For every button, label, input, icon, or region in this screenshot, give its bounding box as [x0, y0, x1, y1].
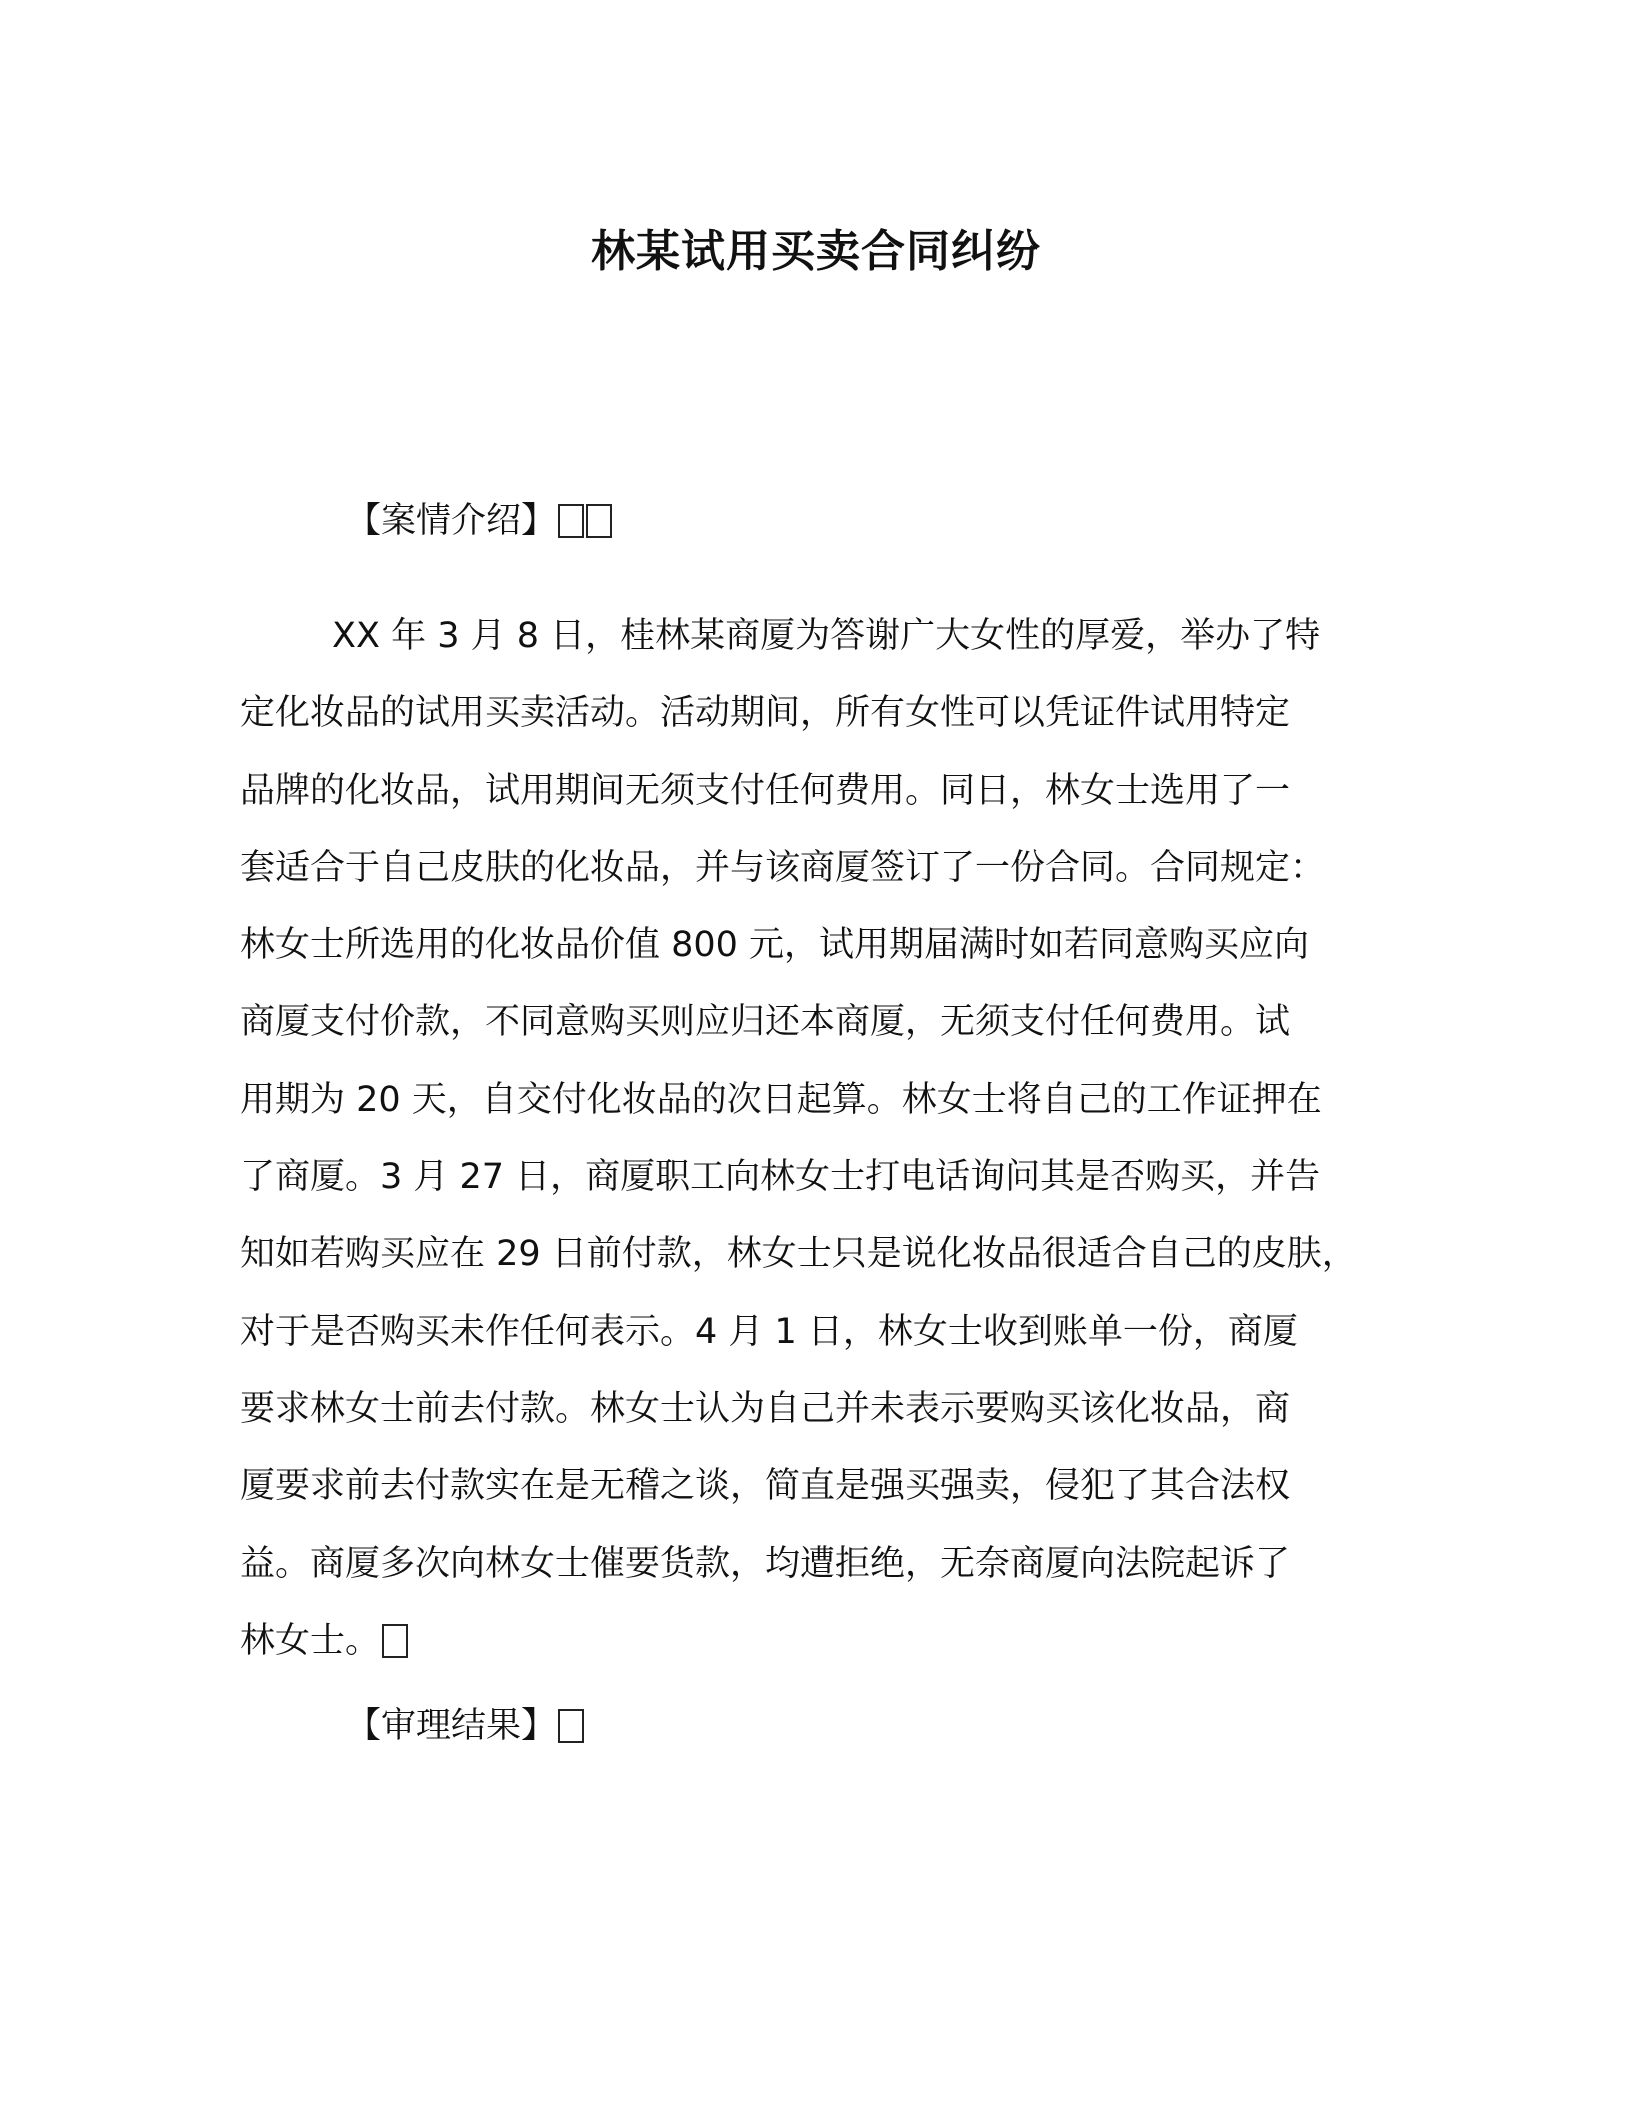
- paragraph-line: 品牌的化妆品，试用期间无须支付任何费用。同日，林女士选用了一: [240, 770, 1291, 811]
- missing-glyph-box-icon: [586, 504, 612, 538]
- section-heading-label: 【案情介绍】: [346, 501, 557, 541]
- missing-glyph-box-icon: [558, 1709, 584, 1743]
- section-heading-trial-result: [346, 1702, 584, 1750]
- missing-glyph-box-icon: [382, 1624, 408, 1658]
- paragraph-line-text: 林女士。: [240, 1620, 381, 1661]
- section-heading-label: 【审理结果】: [346, 1706, 557, 1746]
- paragraph-line: 对于是否购买未作任何表示。4 月 1 日，林女士收到账单一份，商厦: [240, 1311, 1298, 1352]
- paragraph-line: 林女士所选用的化妆品价值 800 元，试用期届满时如若同意购买应向: [240, 925, 1310, 966]
- paragraph-line: 知如若购买应在 29 日前付款，林女士只是说化妆品很适合自己的皮肤，: [240, 1234, 1357, 1275]
- section-heading-case-intro: [346, 497, 612, 545]
- case-body-paragraph: [240, 598, 1420, 1680]
- paragraph-line: 套适合于自己皮肤的化妆品，并与该商厦签订了一份合同。合同规定：: [240, 847, 1326, 888]
- paragraph-line: 益。商厦多次向林女士催要货款，均遭拒绝，无奈商厦向法院起诉了: [240, 1543, 1291, 1584]
- paragraph-line: 商厦支付价款，不同意购买则应归还本商厦，无须支付任何费用。试: [240, 1002, 1291, 1043]
- paragraph-line: 厦要求前去付款实在是无稽之谈，简直是强买强卖，侵犯了其合法权: [240, 1466, 1291, 1507]
- paragraph-line: 用期为 20 天，自交付化妆品的次日起算。林女士将自己的工作证押在: [240, 1079, 1322, 1120]
- paragraph-line: 定化妆品的试用买卖活动。活动期间，所有女性可以凭证件试用特定: [240, 693, 1291, 734]
- document-title: 林某试用买卖合同纠纷: [591, 226, 1041, 277]
- paragraph-line-last: [240, 1603, 1420, 1680]
- missing-glyph-box-icon: [558, 504, 584, 538]
- paragraph-line: XX 年 3 月 8 日，桂林某商厦为答谢广大女性的厚爱，举办了特: [332, 616, 1321, 656]
- paragraph-line: 要求林女士前去付款。林女士认为自己并未表示要购买该化妆品，商: [240, 1388, 1291, 1429]
- paragraph-line: 了商厦。3 月 27 日，商厦职工向林女士打电话询问其是否购买，并告: [240, 1157, 1321, 1198]
